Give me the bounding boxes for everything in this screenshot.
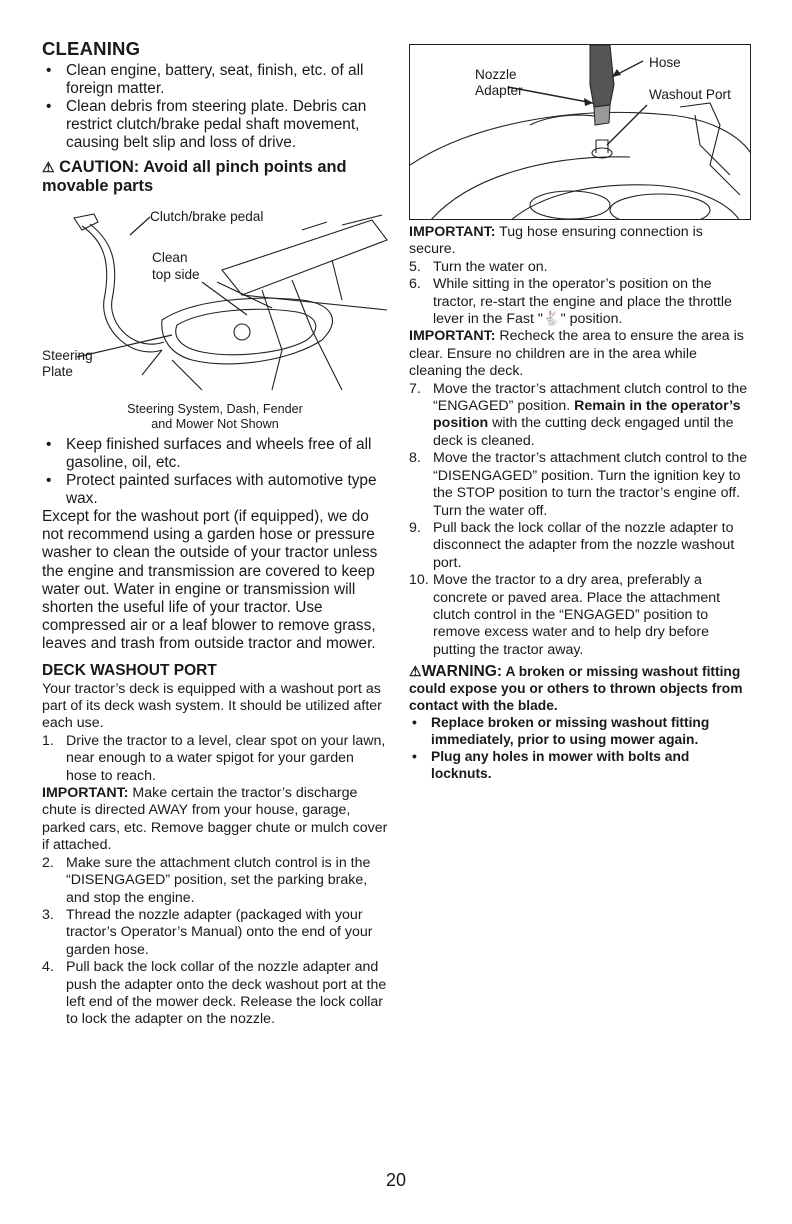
washout-port-illustration	[410, 45, 751, 220]
important-label: IMPORTANT:	[409, 224, 496, 240]
step-text: Turn the water on.	[433, 258, 548, 275]
step-text-a: Move the tractor’s attachment clutch control to the “ENGAGED” position.	[433, 380, 748, 415]
caution-label: CAUTION:	[59, 158, 140, 176]
steering-plate-figure	[42, 200, 388, 400]
deck-intro: Your tractor’s deck is equipped with a washout port as part of its deck wash system. It should be utilized after each use.	[42, 680, 382, 732]
caution-notice	[42, 158, 388, 196]
deck-washout-heading: DECK WASHOUT PORT	[42, 661, 217, 679]
cleaning-paragraph: Except for the washout port (if equipped), we do not recommend using a garden hose or pressure washer to clean the outside of your tractor unless the engine and transmission are covered to keep water out. Water in engine or transmission will shorten the useful life of your tractor. Use compressed air or a leaf blower to remove grass, leaves and trash from outside tractor and mower.	[42, 508, 378, 653]
warning-text-b: fitting could expose you or others to thrown objects from contact with the blade.	[409, 664, 743, 714]
step-text: Pull back the lock collar of the nozzle adapter to disconnect the adapter from the nozzle washout port.	[433, 519, 735, 571]
step-6	[409, 276, 751, 328]
step-number: 6.	[409, 276, 421, 293]
important-note-2	[409, 224, 751, 259]
warning-notice	[409, 663, 751, 714]
caption-line-2: and Mower Not Shown	[151, 417, 279, 431]
right-column	[409, 44, 751, 782]
top-side-label: top side	[152, 267, 200, 282]
nozzle-label: Nozzle	[475, 67, 517, 82]
important-text: Recheck the area to ensure the area is clear. Ensure no children are in the area while cleaning the deck.	[409, 328, 744, 380]
step-1	[42, 733, 388, 785]
step-number: 10.	[409, 572, 429, 589]
step-text: Pull back the lock collar of the nozzle adapter and push the adapter onto the deck washout port at the left end of the mower deck. Release the lock collar to lock the adapter on the nozzle.	[66, 959, 387, 1028]
step-4	[42, 959, 388, 1029]
caption-line-1: Steering System, Dash, Fender	[127, 402, 303, 416]
step-number: 8.	[409, 450, 421, 467]
step-number: 9.	[409, 519, 421, 536]
steering-label: Steering	[42, 348, 93, 363]
washout-port-figure	[409, 44, 751, 220]
step-text: Drive the tractor to a level, clear spot on your lawn, near enough to a water spigot for your garden hose to reach.	[66, 732, 386, 784]
step-number: 2.	[42, 854, 54, 871]
important-text: Tug hose ensuring connection is secure.	[409, 224, 703, 258]
cleaning-bullet-4: • Protect painted surfaces with automotive type wax.	[42, 472, 388, 508]
step-text: Move the tractor to a dry area, preferably a concrete or paved area. Place the attachment clutch control in the “ENGAGED” position to remove excess water and to help dry before putting the tractor away.	[433, 572, 721, 658]
warning-bullet-1: • Replace broken or missing washout fitting immediately, prior to using mower again.	[409, 714, 751, 748]
step-2	[42, 855, 388, 907]
cleaning-bullet-1: • Clean engine, battery, seat, finish, etc. of all foreign matter.	[42, 62, 388, 98]
step-10	[409, 572, 751, 659]
plate-label: Plate	[42, 364, 73, 379]
important-note-3	[409, 328, 751, 380]
warning-bullet-2: • Plug any holes in mower with bolts and locknuts.	[409, 748, 751, 782]
clutch-brake-label: Clutch/brake pedal	[150, 209, 264, 224]
clean-label: Clean	[152, 250, 188, 265]
important-label: IMPORTANT:	[42, 785, 129, 802]
warning-label: WARNING:	[421, 663, 503, 681]
hose-label: Hose	[649, 55, 681, 70]
warning-text-a: A broken or missing washout	[505, 664, 699, 680]
steering-plate-illustration	[42, 200, 388, 400]
washout-port-label: Washout Port	[649, 87, 731, 102]
step-text-b: " position.	[560, 311, 623, 328]
warning-triangle-icon: ⚠	[42, 159, 55, 175]
cleaning-bullet-3: • Keep finished surfaces and wheels free of all gasoline, oil, etc.	[42, 436, 388, 472]
important-text: Make certain the tractor’s discharge chute is directed AWAY from your house, garage, parked cars, etc. Remove bagger chute or mulch cover if attached.	[42, 785, 388, 854]
step-number: 4.	[42, 959, 54, 976]
step-text: Thread the nozzle adapter (packaged with your tractor’s Operator’s Manual) onto the end of your garden hose.	[66, 906, 373, 958]
step-text: Make sure the attachment clutch control is in the “DISENGAGED” position, set the parking brake, and stop the engine.	[66, 854, 371, 906]
step-5	[409, 259, 751, 276]
warning-triangle-icon: ⚠	[409, 663, 422, 680]
step-number: 1.	[42, 732, 54, 749]
step-9	[409, 520, 751, 572]
caution-text: Avoid all pinch points and movable parts	[42, 158, 347, 195]
page-number: 20	[385, 1170, 407, 1190]
adapter-label: Adapter	[475, 83, 523, 98]
step-7	[409, 381, 751, 451]
important-label: IMPORTANT:	[409, 328, 496, 345]
step-text: Move the tractor’s attachment clutch control to the “DISENGAGED” position. Turn the ignition key to the STOP position to turn the tractor’s engine off. Turn the water off.	[433, 450, 748, 519]
cleaning-heading: CLEANING	[42, 38, 141, 59]
step-text-a: While sitting in the operator’s position on the tractor, re-start the engine and place the throttle lever in the Fast "	[433, 276, 732, 328]
step-number: 3.	[42, 906, 54, 923]
important-note-1	[42, 785, 388, 855]
step-text-b: with the cutting deck engaged until the deck is cleaned.	[433, 415, 734, 449]
step-text-bold: Remain in the operator’s position	[433, 398, 741, 432]
left-column	[42, 38, 388, 1029]
step-8	[409, 450, 751, 520]
step-3	[42, 907, 388, 959]
rabbit-icon: 🐇	[542, 311, 561, 328]
figure-caption	[42, 402, 388, 432]
step-number: 7.	[409, 380, 421, 397]
step-number: 5.	[409, 258, 421, 275]
cleaning-bullet-2: • Clean debris from steering plate. Debris can restrict clutch/brake pedal shaft movement, causing belt slip and loss of drive.	[42, 98, 388, 152]
